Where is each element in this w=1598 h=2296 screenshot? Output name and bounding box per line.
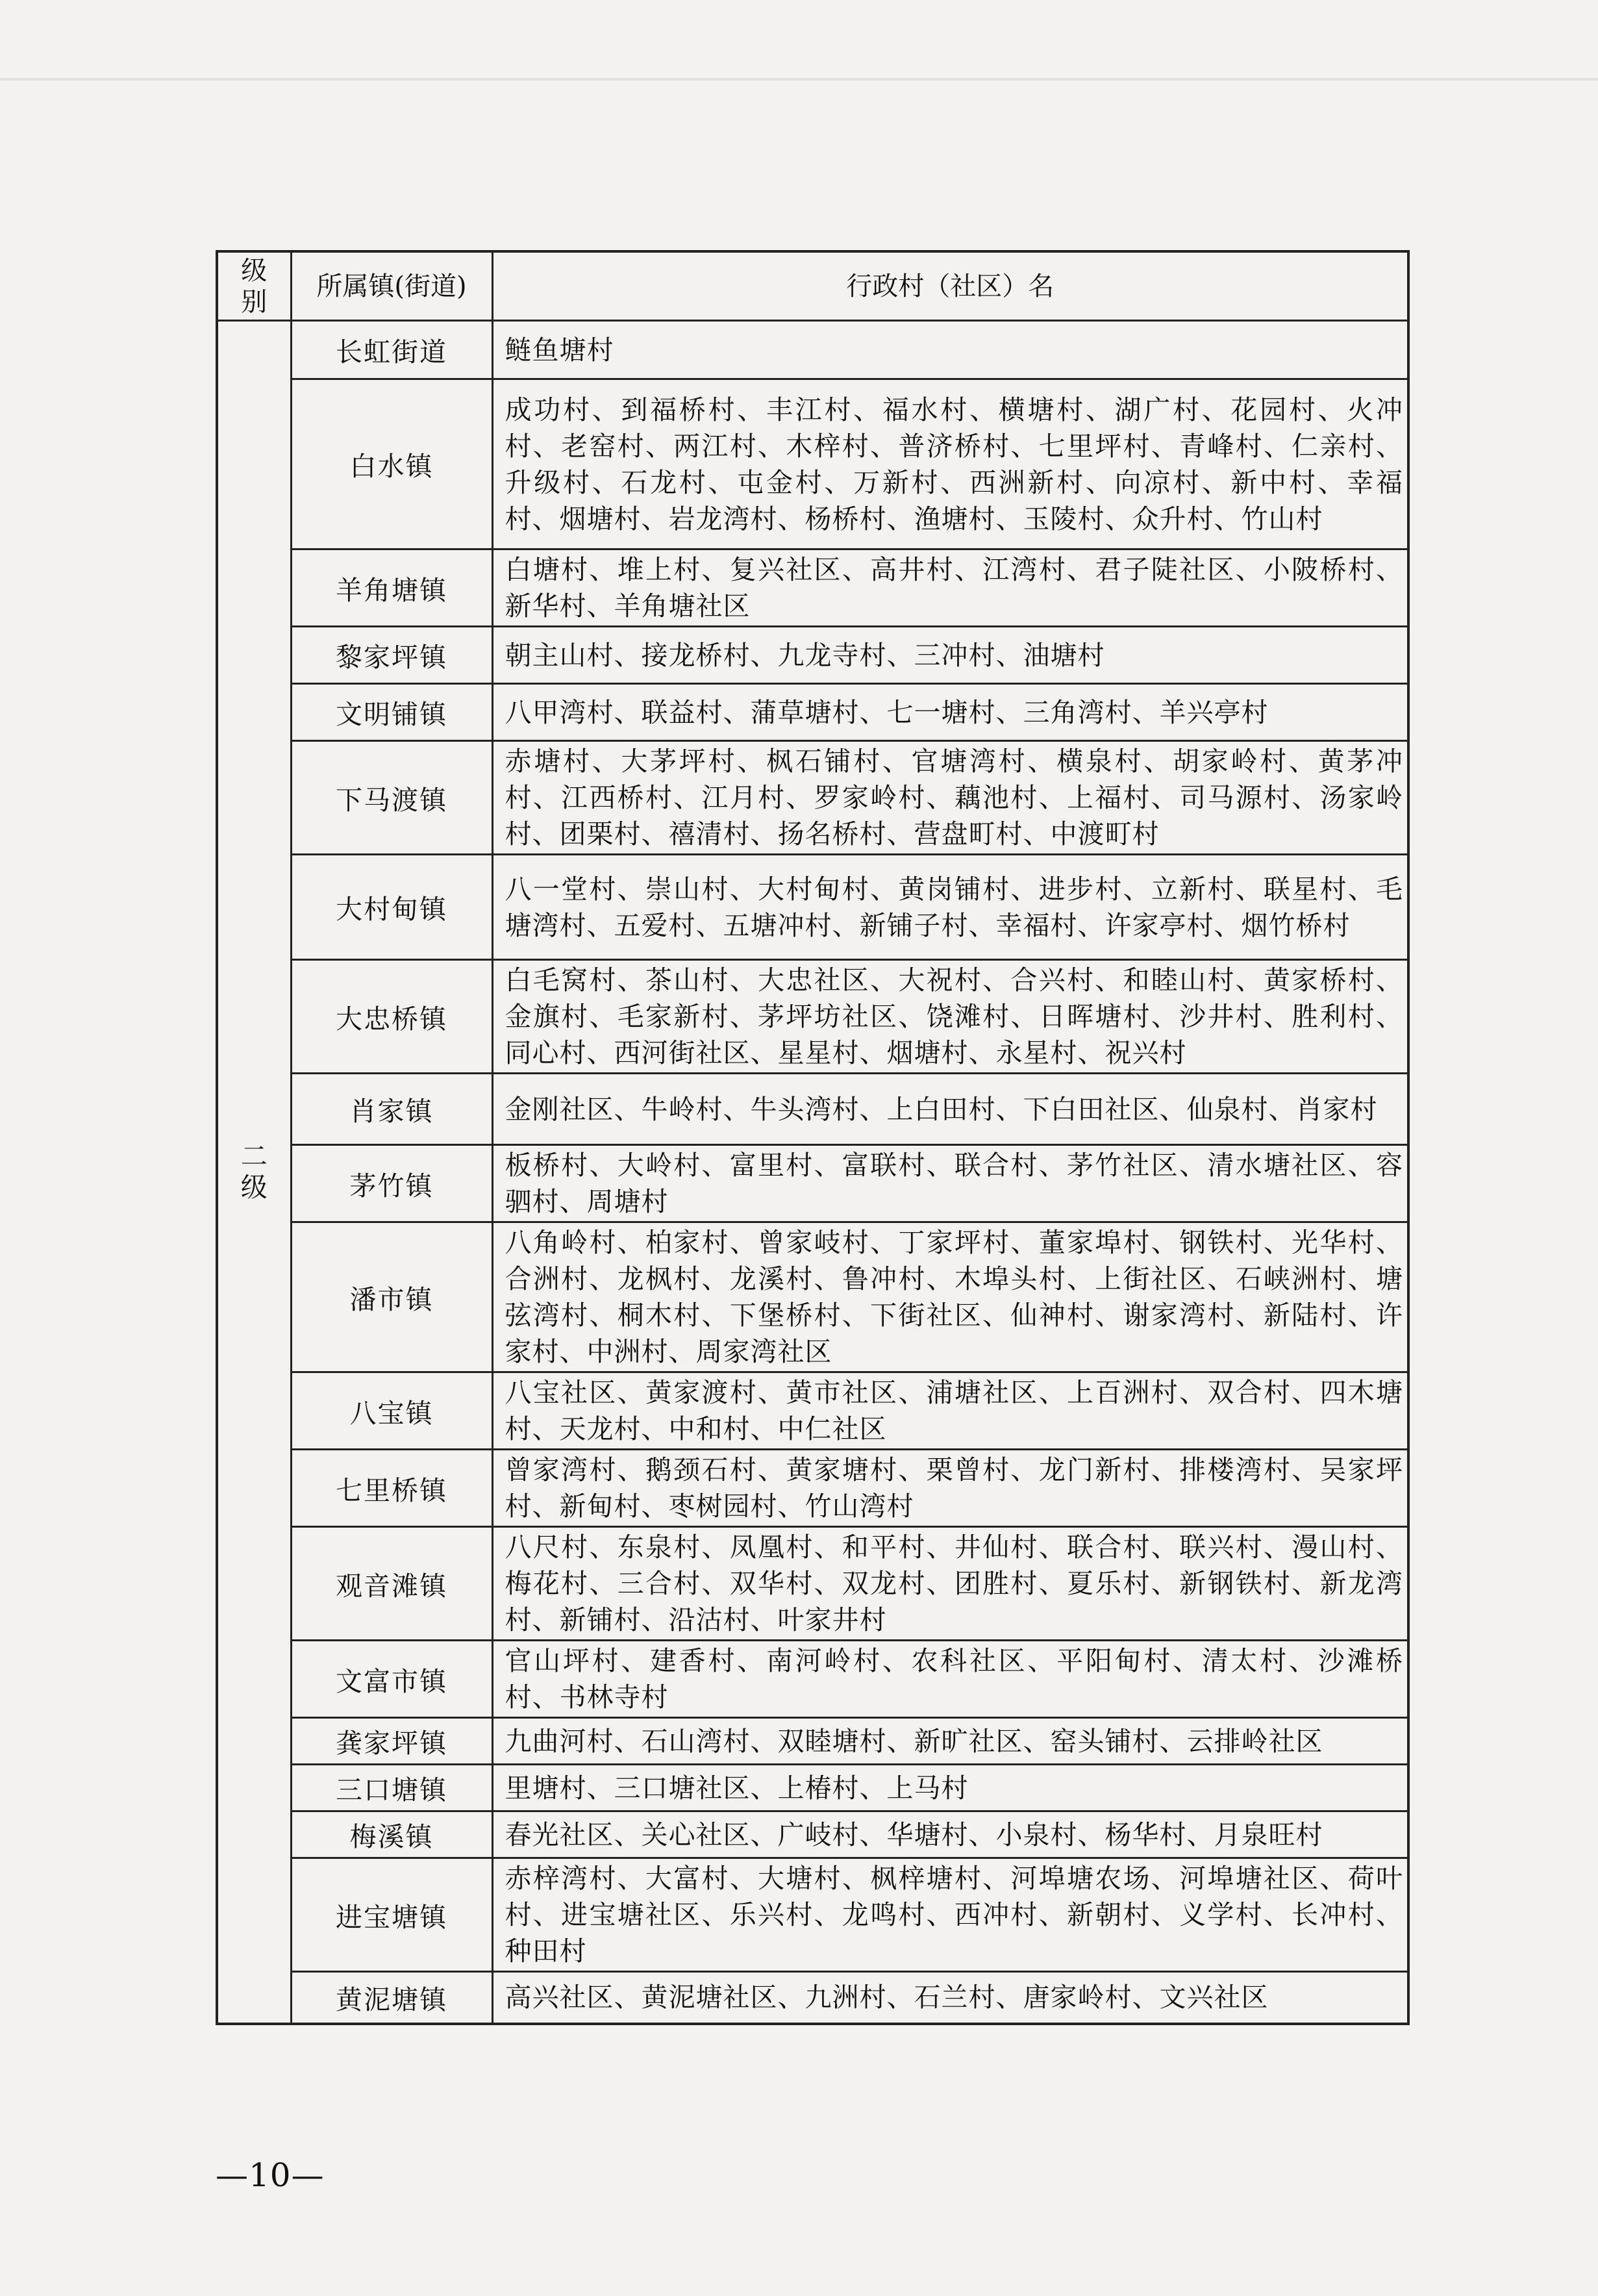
- village-list: 曾家湾村、鹅颈石村、黄家塘村、栗曾村、龙门新村、排楼湾村、吴家坪村、新甸村、枣树园村、竹山湾村: [492, 1450, 1408, 1527]
- table-row: [217, 321, 1408, 379]
- town-name: 梅溪镇: [291, 1811, 492, 1858]
- table-row: [217, 549, 1408, 627]
- table-row: [217, 684, 1408, 741]
- level-label: 二级: [240, 1141, 268, 1204]
- table-row: [217, 1765, 1408, 1811]
- table-row: [217, 1145, 1408, 1222]
- village-list: 白塘村、堆上村、复兴社区、高井村、江湾村、君子陡社区、小陂桥村、新华村、羊角塘社区: [492, 549, 1408, 627]
- town-name: 肖家镇: [291, 1074, 492, 1145]
- table-row: [217, 855, 1408, 960]
- table-row: [217, 1074, 1408, 1145]
- village-list: 鲢鱼塘村: [492, 321, 1408, 379]
- table-row: [217, 741, 1408, 855]
- village-list: 高兴社区、黄泥塘社区、九洲村、石兰村、唐家岭村、文兴社区: [492, 1972, 1408, 2024]
- table-row: [217, 379, 1408, 549]
- town-name: 大忠桥镇: [291, 960, 492, 1074]
- town-name: 茅竹镇: [291, 1145, 492, 1222]
- village-list: 八宝社区、黄家渡村、黄市社区、浦塘社区、上百洲村、双合村、四木塘村、天龙村、中和村、中仁社区: [492, 1372, 1408, 1450]
- town-name: 龚家坪镇: [291, 1718, 492, 1765]
- village-list: 九曲河村、石山湾村、双睦塘村、新旷社区、窑头铺村、云排岭社区: [492, 1718, 1408, 1765]
- village-list: 春光社区、关心社区、广岐村、华塘村、小泉村、杨华村、月泉旺村: [492, 1811, 1408, 1858]
- village-list: 里塘村、三口塘社区、上椿村、上马村: [492, 1765, 1408, 1811]
- village-list: 八甲湾村、联益村、蒲草塘村、七一塘村、三角湾村、羊兴亭村: [492, 684, 1408, 741]
- table-row: [217, 1222, 1408, 1372]
- town-name: 七里桥镇: [291, 1450, 492, 1527]
- table-row: [217, 1450, 1408, 1527]
- town-name: 文明铺镇: [291, 684, 492, 741]
- town-name: 八宝镇: [291, 1372, 492, 1450]
- village-list: 白毛窝村、茶山村、大忠社区、大祝村、合兴村、和睦山村、黄家桥村、金旗村、毛家新村、茅坪坊社区、饶滩村、日晖塘村、沙井村、胜利村、同心村、西河街社区、星星村、烟塘村、永星村、祝兴村: [492, 960, 1408, 1074]
- page-number: —10—: [216, 2156, 325, 2194]
- table-row: [217, 1372, 1408, 1450]
- village-list: 朝主山村、接龙桥村、九龙寺村、三冲村、油塘村: [492, 627, 1408, 684]
- table-row: [217, 1972, 1408, 2024]
- table-row: [217, 627, 1408, 684]
- scan-artifact-line: [0, 78, 1598, 81]
- town-name: 文富市镇: [291, 1641, 492, 1718]
- town-name: 三口塘镇: [291, 1765, 492, 1811]
- village-list: 金刚社区、牛岭村、牛头湾村、上白田村、下白田社区、仙泉村、肖家村: [492, 1074, 1408, 1145]
- town-name: 进宝塘镇: [291, 1858, 492, 1972]
- table-header-row: [217, 251, 1408, 321]
- village-list: 八角岭村、柏家村、曾家岐村、丁家坪村、董家埠村、钢铁村、光华村、合洲村、龙枫村、龙溪村、鲁冲村、木埠头村、上街社区、石峡洲村、塘弦湾村、桐木村、下堡桥村、下街社区、仙神村、谢家湾村、新陆村、许家村、中洲村、周家湾社区: [492, 1222, 1408, 1372]
- table-row: [217, 1811, 1408, 1858]
- village-table: [216, 250, 1410, 2025]
- table-row: [217, 1641, 1408, 1718]
- town-name: 黄泥塘镇: [291, 1972, 492, 2024]
- town-name: 潘市镇: [291, 1222, 492, 1372]
- header-villages: 行政村（社区）名: [492, 251, 1408, 321]
- table-row: [217, 960, 1408, 1074]
- town-name: 黎家坪镇: [291, 627, 492, 684]
- table-row: [217, 1718, 1408, 1765]
- header-level-text: 级别: [241, 255, 268, 317]
- level-cell: [217, 321, 291, 2024]
- village-list: 八一堂村、崇山村、大村甸村、黄岗铺村、进步村、立新村、联星村、毛塘湾村、五爱村、五塘冲村、新铺子村、幸福村、许家亭村、烟竹桥村: [492, 855, 1408, 960]
- town-name: 观音滩镇: [291, 1527, 492, 1641]
- town-name: 白水镇: [291, 379, 492, 549]
- village-list: 赤梓湾村、大富村、大塘村、枫梓塘村、河埠塘农场、河埠塘社区、荷叶村、进宝塘社区、乐兴村、龙鸣村、西冲村、新朝村、义学村、长冲村、种田村: [492, 1858, 1408, 1972]
- village-list: 赤塘村、大茅坪村、枫石铺村、官塘湾村、横泉村、胡家岭村、黄茅冲村、江西桥村、江月村、罗家岭村、藕池村、上福村、司马源村、汤家岭村、团栗村、禧清村、扬名桥村、营盘町村、中渡町村: [492, 741, 1408, 855]
- town-name: 下马渡镇: [291, 741, 492, 855]
- village-list: 官山坪村、建香村、南河岭村、农科社区、平阳甸村、清太村、沙滩桥村、书林寺村: [492, 1641, 1408, 1718]
- table-row: [217, 1858, 1408, 1972]
- header-town: 所属镇(街道): [291, 251, 492, 321]
- table-body: [217, 251, 1408, 2024]
- town-name: 大村甸镇: [291, 855, 492, 960]
- table-row: [217, 1527, 1408, 1641]
- town-name: 长虹街道: [291, 321, 492, 379]
- header-level: [217, 251, 291, 321]
- village-list: 成功村、到福桥村、丰江村、福水村、横塘村、湖广村、花园村、火冲村、老窑村、两江村、木梓村、普济桥村、七里坪村、青峰村、仁亲村、升级村、石龙村、屯金村、万新村、西洲新村、向凉村、新中村、幸福村、烟塘村、岩龙湾村、杨桥村、渔塘村、玉陵村、众升村、竹山村: [492, 379, 1408, 549]
- town-name: 羊角塘镇: [291, 549, 492, 627]
- village-list: 板桥村、大岭村、富里村、富联村、联合村、茅竹社区、清水塘社区、容驷村、周塘村: [492, 1145, 1408, 1222]
- village-list: 八尺村、东泉村、凤凰村、和平村、井仙村、联合村、联兴村、漫山村、梅花村、三合村、双华村、双龙村、团胜村、夏乐村、新钢铁村、新龙湾村、新铺村、沿沽村、叶家井村: [492, 1527, 1408, 1641]
